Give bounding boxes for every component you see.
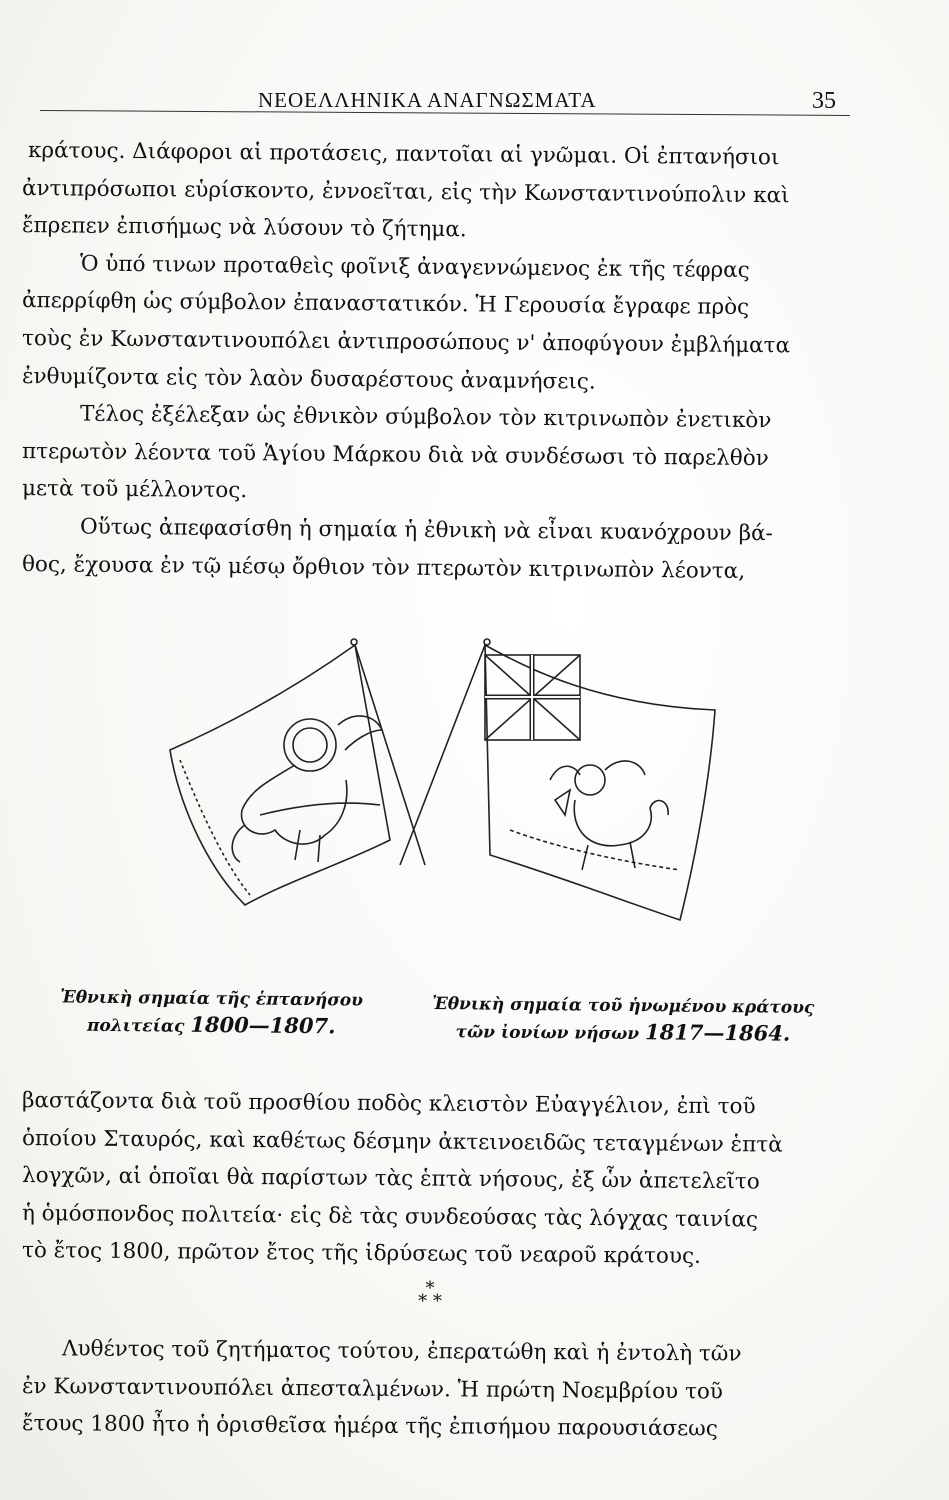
left-caption-years: 1800—1807. <box>190 1011 336 1039</box>
text-line: ἡ ὁμόσπονδος πολιτεία· εἰς δὲ τὰς συνδεούσας τὰς λόγχας ταινίας <box>21 1200 759 1233</box>
right-caption-years: 1817—1864. <box>644 1019 791 1046</box>
left-flag-staff <box>355 645 425 865</box>
right-caption-line2: τῶν ἰονίων νήσων <box>455 1022 640 1045</box>
text-line: ἀπερρίφθη ὡς σύμβολον ἐπαναστατικόν. Ἡ Γερουσία ἔγραφε πρὸς <box>21 288 750 321</box>
text-line: Οὕτως ἀπεφασίσθη ἡ σημαία ἡ ἐθνικὴ νὰ εἶναι κυανόχρουν βά- <box>79 514 773 547</box>
middle-text-block <box>22 1082 852 1270</box>
section-separator: * * * <box>418 1278 442 1312</box>
top-text-block <box>22 132 852 583</box>
bottom-text-block <box>22 1330 852 1443</box>
running-title: ΝΕΟΕΛΛΗΝΙΚΑ ΑΝΑΓΝΩΣΜΑΤΑ <box>258 88 597 112</box>
crossed-flags-illustration <box>150 630 730 970</box>
text-line: βαστάζοντα διὰ τοῦ προσθίου ποδὸς κλειστὸν Εὐαγγέλιον, ἐπὶ τοῦ <box>21 1088 756 1120</box>
text-line: λογχῶν, αἱ ὁποῖαι θὰ παρίστων τὰς ἑπτὰ νήσους, ἐξ ὧν ἀπετελεῖτο <box>21 1163 760 1195</box>
right-flag-staff <box>400 645 485 865</box>
page-number: 35 <box>812 88 836 114</box>
text-line: Ὁ ὑπό τινων προταθεὶς φοῖνιξ ἀναγεννώμενος ἐκ τῆς τέφρας <box>79 251 750 283</box>
text-line: ὁποίου Σταυρός, καὶ καθέτως δέσμην ἀκτεινοειδῶς τεταγμένων ἑπτὰ <box>21 1125 783 1158</box>
left-lion-body <box>242 765 347 844</box>
left-flag-outline <box>170 645 390 905</box>
text-line: ἐνθυμίζοντα εἰς τὸν λαὸν δυσαρέστους ἀναμνήσεις. <box>21 363 596 395</box>
text-line: μετὰ τοῦ μέλλοντος. <box>21 476 248 504</box>
text-line: τὸ ἔτος 1800, πρῶτον ἔτος τῆς ἱδρύσεως τοῦ νεαροῦ κράτους. <box>21 1238 701 1270</box>
text-line: ἔτους 1800 ἦτο ἡ ὁρισθεῖσα ἡμέρα τῆς ἐπισήμου παρουσιάσεως <box>21 1411 718 1442</box>
text-line: πτερωτὸν λέοντα τοῦ Ἁγίου Μάρκου διὰ νὰ συνδέσωσι τὸ παρελθὸν <box>21 438 769 471</box>
left-flag-caption <box>60 984 363 1041</box>
text-line: κράτους. Διάφοροι αἱ προτάσεις, παντοῖαι αἱ γνῶμαι. Οἱ ἐπτανήσιοι <box>27 138 780 171</box>
left-caption-line1: Ἐθνικὴ σημαία τῆς ἑπτανήσου <box>60 987 364 1011</box>
text-line: τοὺς ἐν Κωνσταντινουπόλει ἀντιπροσώπους ν' ἀποφύγουν ἐμβλήματα <box>21 326 791 359</box>
text-line: ἔπρεπεν ἐπισήμως νὰ λύσουν τὸ ζήτημα. <box>21 213 467 243</box>
left-caption-line2: πολιτείας <box>86 1015 185 1037</box>
right-flag-caption <box>432 991 815 1049</box>
text-line: Λυθέντος τοῦ ζητήματος τούτου, ἐπερατώθη καὶ ἡ ἐντολὴ τῶν <box>61 1336 742 1367</box>
text-line: Τέλος ἐξέλεξαν ὡς ἐθνικὸν σύμβολον τὸν κιτρινωπὸν ἐνετικὸν <box>79 401 772 434</box>
running-header <box>0 84 949 124</box>
text-line: ἐν Κωνσταντινουπόλει ἀπεσταλμένων. Ἡ πρώτη Νοεμβρίου τοῦ <box>21 1373 724 1405</box>
flags-engraving <box>150 630 730 970</box>
right-caption-line1: Ἐθνικὴ σημαία τοῦ ἡνωμένου κράτους <box>432 994 815 1019</box>
text-line: θος, ἔχουσα ἐν τῷ μέσῳ ὄρθιον τὸν πτερωτὸν κιτρινωπὸν λέοντα, <box>21 551 746 584</box>
text-line: ἀντιπρόσωποι εὑρίσκοντο, ἐννοεῖται, εἰς τὴν Κωνσταντινούπολιν καὶ <box>21 175 790 209</box>
